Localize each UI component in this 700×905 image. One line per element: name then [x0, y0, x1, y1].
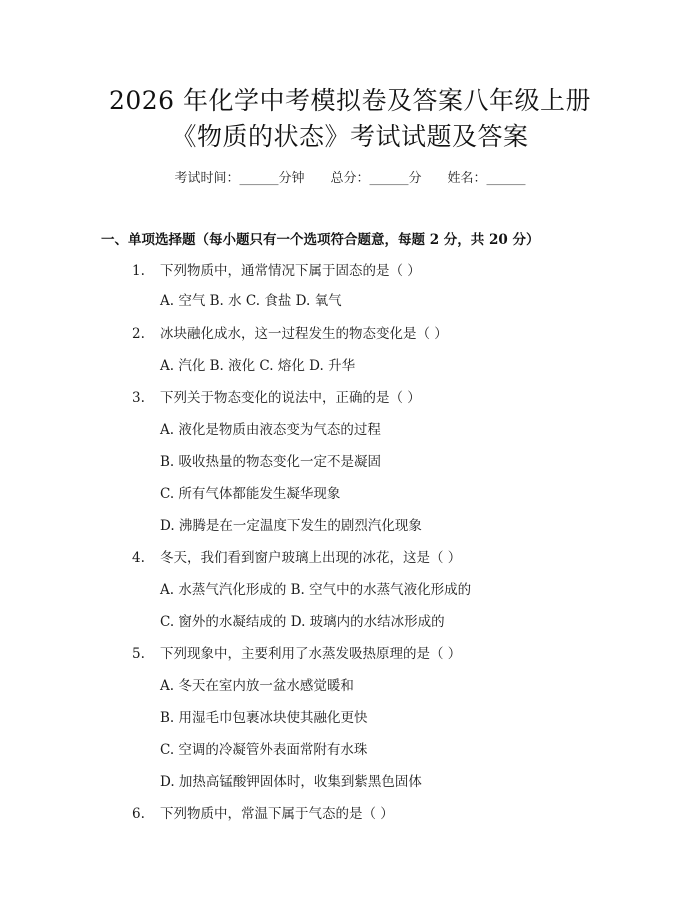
page-title-line1: 2026 年化学中考模拟卷及答案八年级上册 — [108, 86, 592, 115]
question-number: 5. — [132, 646, 145, 662]
question-option: C. 空调的冷凝管外表面常附有水珠 — [160, 742, 368, 758]
question-number: 2. — [132, 326, 145, 342]
question-text: 冰块融化成水，这一过程发生的物态变化是（ ） — [160, 326, 448, 342]
page-title-line2: 《物质的状态》考试试题及答案 — [171, 122, 529, 151]
exam-name-field: 姓名：______ — [447, 171, 526, 186]
exam-time-field: 考试时间：______分钟 — [174, 171, 305, 186]
exam-info — [0, 170, 700, 188]
question-text: 下列物质中，常温下属于气态的是（ ） — [160, 806, 394, 822]
question-text: 下列关于物态变化的说法中，正确的是（ ） — [160, 390, 421, 406]
exam-score-field: 总分：______分 — [330, 171, 422, 186]
question-number: 6. — [132, 806, 145, 822]
question-option: A. 空气 B. 水 C. 食盐 D. 氧气 — [160, 293, 342, 309]
question-option: C. 窗外的水凝结成的 D. 玻璃内的水结冰形成的 — [160, 614, 445, 630]
question-number: 3. — [132, 390, 145, 406]
question-option: B. 用湿毛巾包裹冰块使其融化更快 — [160, 710, 368, 726]
question-option: D. 沸腾是在一定温度下发生的剧烈汽化现象 — [160, 518, 422, 534]
question-option: A. 水蒸气汽化形成的 B. 空气中的水蒸气液化形成的 — [160, 582, 472, 598]
question-option: C. 所有气体都能发生凝华现象 — [160, 486, 341, 502]
question-text: 冬天，我们看到窗户玻璃上出现的冰花，这是（ ） — [160, 550, 462, 566]
question-option: A. 冬天在室内放一盆水感觉暖和 — [160, 678, 354, 694]
section-heading-single-choice: 一、单项选择题（每小题只有一个选项符合题意，每题 2 分，共 20 分） — [101, 232, 540, 248]
question-number: 4. — [132, 550, 145, 566]
question-option: A. 汽化 B. 液化 C. 熔化 D. 升华 — [160, 358, 356, 374]
question-number: 1. — [132, 263, 145, 279]
question-option: D. 加热高锰酸钾固体时，收集到紫黑色固体 — [160, 774, 422, 790]
question-option: A. 液化是物质由液态变为气态的过程 — [160, 422, 381, 438]
question-text: 下列现象中，主要利用了水蒸发吸热原理的是（ ） — [160, 646, 462, 662]
question-text: 下列物质中，通常情况下属于固态的是（ ） — [160, 263, 421, 279]
question-option: B. 吸收热量的物态变化一定不是凝固 — [160, 454, 382, 470]
